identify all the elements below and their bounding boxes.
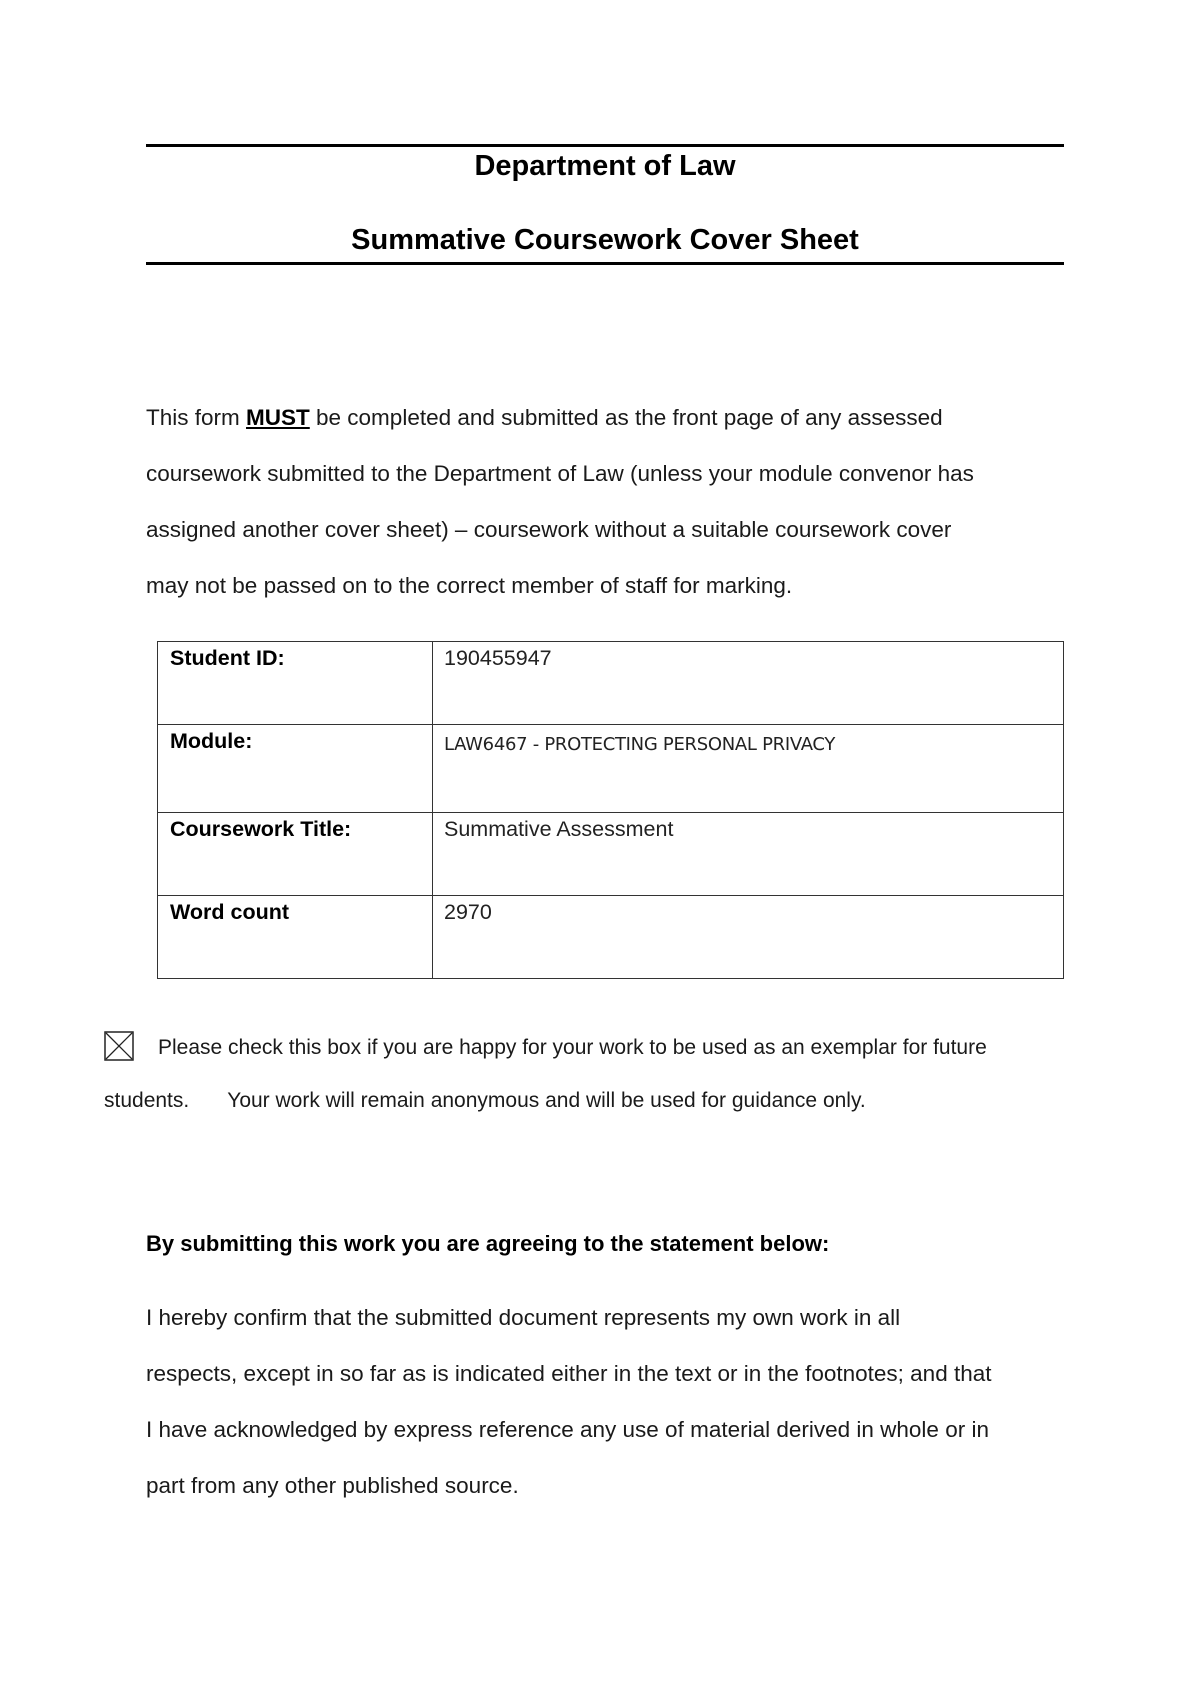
cover-sheet-title: Summative Coursework Cover Sheet <box>351 224 859 256</box>
department-heading: Department of Law <box>474 150 736 182</box>
student-id-value[interactable]: 190455947 <box>433 642 1064 725</box>
bottom-rule <box>146 262 1064 265</box>
table-row <box>158 813 1064 896</box>
module-value[interactable]: LAW6467 - PROTECTING PERSONAL PRIVACY <box>433 725 1064 813</box>
intro-line-2: coursework submitted to the Department of Law (unless your module convenor has <box>146 461 974 486</box>
coursework-title-label: Coursework Title: <box>158 813 433 896</box>
agreement-heading: By submitting this work you are agreeing to the statement below: <box>146 1231 830 1256</box>
student-id-label: Student ID: <box>158 642 433 725</box>
table-row <box>158 725 1064 813</box>
must-emphasis: MUST <box>246 405 310 430</box>
top-rule <box>146 144 1064 147</box>
intro-line-1: This form MUST be completed and submitted as the front page of any assessed <box>146 405 943 430</box>
declaration-line-3: I have acknowledged by express reference any use of material derived in whole or in <box>146 1417 989 1442</box>
word-count-label: Word count <box>158 896 433 979</box>
consent-text-line-1: Please check this box if you are happy for your work to be used as an exemplar for future <box>158 1036 987 1059</box>
details-table <box>157 641 1064 979</box>
consent-text-line-2: students. Your work will remain anonymous and will be used for guidance only. <box>104 1089 866 1112</box>
table-row <box>158 642 1064 725</box>
coursework-title-value[interactable]: Summative Assessment <box>433 813 1064 896</box>
intro-line-4: may not be passed on to the correct member of staff for marking. <box>146 573 793 598</box>
module-label: Module: <box>158 725 433 813</box>
word-count-value[interactable]: 2970 <box>433 896 1064 979</box>
intro-paragraph <box>146 390 1086 614</box>
exemplar-checkbox[interactable] <box>104 1031 134 1061</box>
intro-line-3: assigned another cover sheet) – coursework without a suitable coursework cover <box>146 517 952 542</box>
declaration-line-2: respects, except in so far as is indicated either in the text or in the footnotes; and that <box>146 1361 992 1386</box>
table-row <box>158 896 1064 979</box>
declaration-paragraph <box>146 1290 1086 1514</box>
declaration-line-4: part from any other published source. <box>146 1473 519 1498</box>
declaration-line-1: I hereby confirm that the submitted document represents my own work in all <box>146 1305 901 1330</box>
